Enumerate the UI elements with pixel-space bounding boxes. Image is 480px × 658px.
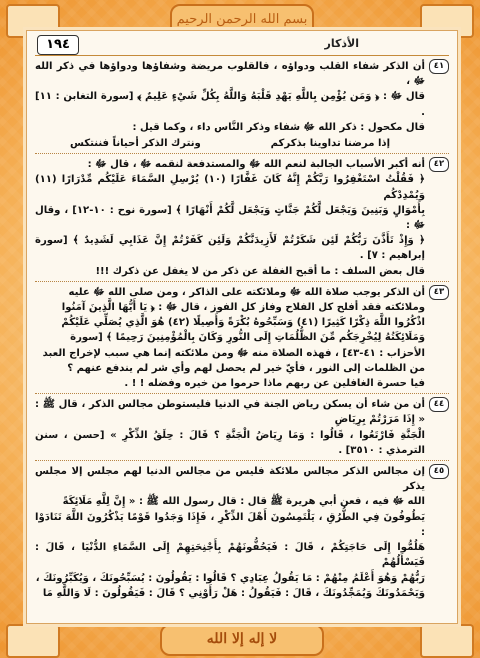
section-number: ٤٥ xyxy=(429,464,449,479)
section-4 xyxy=(35,397,449,458)
text-line: أن الذكر يوجب صلاة الله ﷻ وملائكته على الذاكر ، ومن صلى الله ﷻ عليه xyxy=(68,286,425,298)
poem-verse xyxy=(35,136,425,151)
section-number: ٤٤ xyxy=(429,397,449,412)
text-line: ﴿ وَإِذْ تَأَذَّنَ رَبُّكُمْ لَئِن شَكَرْتُمْ لَأَزِيدَنَّكُمْ وَلَئِن كَفَرْتُمْ إِنَّ عَذَابِي لَشَدِيدٌ ﴾ [سورة إبراهيم : ٧] . xyxy=(35,235,425,262)
text-line: وَمَلَائِكَتُهُ لِيُخْرِجَكُم مِّنَ الظُّلُمَاتِ إِلَى النُّورِ وَكَانَ بِالْمُؤْمِنِينَ رَحِيمًا ﴾ [سورة xyxy=(70,332,425,344)
quran-book-icon xyxy=(420,624,474,658)
text-line: هَلُمُّوا إِلَى حَاجَتِكُمْ ، قَالَ : فَيَحُفُّونَهُمْ بِأَجْنِحَتِهِمْ إِلَى السَّمَاءِ الدُّنْيَا ، قَالَ : فَيَسْأَلُهُمْ xyxy=(35,542,425,569)
section-number: ٤١ xyxy=(429,59,449,74)
text-line: فيا حسرة الغافلين عن ربهم ماذا حرموا من خيره وفضله ! ! . xyxy=(124,378,425,390)
section-divider xyxy=(35,153,449,154)
section-divider xyxy=(35,281,449,282)
text-line: ﴿ فَقُلْتُ اسْتَغْفِرُوا رَبَّكُمْ إِنَّهُ كَانَ غَفَّارًا (١٠) يُرْسِلِ السَّمَاءَ عَلَيْكُم مِّدْرَارًا (١١) وَيُمْدِدْكُم xyxy=(35,174,425,201)
text-line: الله ﷻ فيه ، فعن أبي هريرة ﷺ قال : قال رسول الله ﷺ : « إِنَّ لِلَّهِ مَلَائِكَةً xyxy=(62,496,425,508)
page-content xyxy=(35,59,449,619)
page-number: ١٩٤ xyxy=(37,35,79,55)
text-line: قال مكحول : ذكر الله ﷻ شفاء وذكر النَّاس داء ، وكما قيل : xyxy=(132,121,425,133)
page-header xyxy=(35,35,449,56)
section-2 xyxy=(35,157,449,279)
section-3 xyxy=(35,285,449,391)
section-divider xyxy=(35,393,449,394)
text-line: قال ﷻ : ﴿ وَمَن يُؤْمِن بِاللَّهِ يَهْدِ قَلْبَهُ وَاللَّهُ بِكُلِّ شَيْءٍ عَلِيمٌ ﴾ [سورة التغابن : ١١] . xyxy=(35,91,425,118)
text-line: يَطُوفُونَ فِي الطُّرُقِ ، يَلْتَمِسُونَ أَهْلَ الذِّكْرِ ، فَإِذَا وَجَدُوا قَوْمًا يَذْكُرُونَ اللَّهَ تَنَادَوْا : xyxy=(35,511,425,538)
text-line: الْجَنَّةِ فَارْتَعُوا ، قَالُوا : وَمَا رِيَاضُ الْجَنَّةِ ؟ قَالَ : حِلَقُ الذِّكْرِ » [حسن ، سنن الترمذي : ٣٥١٠] . xyxy=(35,429,425,456)
text-line: أنه أكبر الأسباب الجالبة لنعم الله ﷻ والمستدفعة لنقمه ﷻ ، قال ﷻ : xyxy=(87,159,425,171)
poem-hemistich: إذا مرضنا تداوينا بذكركم xyxy=(270,138,391,150)
text-line: قال بعض السلف : ما أقبح الغفلة عن ذكر من لا يغفل عن ذكرك !!! xyxy=(95,265,425,277)
text-line: وملائكته فقد أفلح كل الفلاح وفاز كل الفوز ، قال ﷻ : ﴿ يَا أَيُّهَا الَّذِينَ آمَنُوا xyxy=(61,302,425,314)
text-line: إن مجالس الذكر مجالس ملائكة فليس من مجالس الدنيا لهم مجلس إلا مجلس يذكر xyxy=(35,466,425,493)
text-line: من الظلمات إلى النور ، فأيّ خير لم يحصل لهم وأي شر لم يندفع عنهم ؟ xyxy=(67,362,425,374)
text-line: رَبُّهُمْ وَهُوَ أَعْلَمُ مِنْهُمْ : مَا يَقُولُ عِبَادِي ؟ قَالُوا : يَقُولُونَ : يُسَبِّحُونَكَ ، وَيُكَبِّرُونَكَ ، xyxy=(35,572,425,584)
bottom-calligraphy-banner: لا إله إلا الله xyxy=(160,624,324,656)
text-line: بِأَمْوَالٍ وَبَنِينَ وَيَجْعَل لَّكُمْ جَنَّاتٍ وَيَجْعَل لَّكُمْ أَنْهَارًا ﴾ [سورة نوح : ١٠-١٢] ، وقال ﷻ : xyxy=(35,204,425,232)
poem-hemistich: ونترك الذكر أحياناً فننتكس xyxy=(69,138,201,150)
text-line: أن الذكر شفاء القلب ودواؤه ، فالقلوب مريضة وشفاؤها ودواؤها في ذكر الله ﷻ ، xyxy=(35,61,425,88)
text-line: أن من شاء أن يسكن رياض الجنة في الدنيا فليستوطن مجالس الذكر ، قال ﷺ : « إِذَا مَرَرْتُمْ بِرِيَاضِ xyxy=(35,399,425,426)
text-line: الأحزاب : ٤١-٤٣] ، فهذه الصلاة منه ﷻ ومن ملائكته إنما هي سبب لإخراج العبد xyxy=(42,347,425,359)
quran-book-icon xyxy=(6,624,60,658)
section-5 xyxy=(35,464,449,601)
section-number: ٤٣ xyxy=(429,285,449,300)
section-number: ٤٢ xyxy=(429,157,449,172)
text-line: اذْكُرُوا اللَّهَ ذِكْرًا كَثِيرًا (٤١) وَسَبِّحُوهُ بُكْرَةً وَأَصِيلًا (٤٢) هُوَ الَّذِي يُصَلِّي عَلَيْكُمْ xyxy=(61,317,425,329)
top-calligraphy-banner: بسم الله الرحمن الرحيم xyxy=(170,4,314,38)
chapter-title: الأذكار xyxy=(324,37,359,50)
section-divider xyxy=(35,460,449,461)
section-1 xyxy=(35,59,449,151)
page-panel xyxy=(26,30,458,624)
text-line: وَيَحْمَدُونَكَ وَيُمَجِّدُونَكَ ، قَالَ : فَيَقُولُ : هَلْ رَأَوْنِي ؟ قَالَ : فَيَقُولُونَ : لَا وَاللَّهِ مَا xyxy=(42,587,425,599)
